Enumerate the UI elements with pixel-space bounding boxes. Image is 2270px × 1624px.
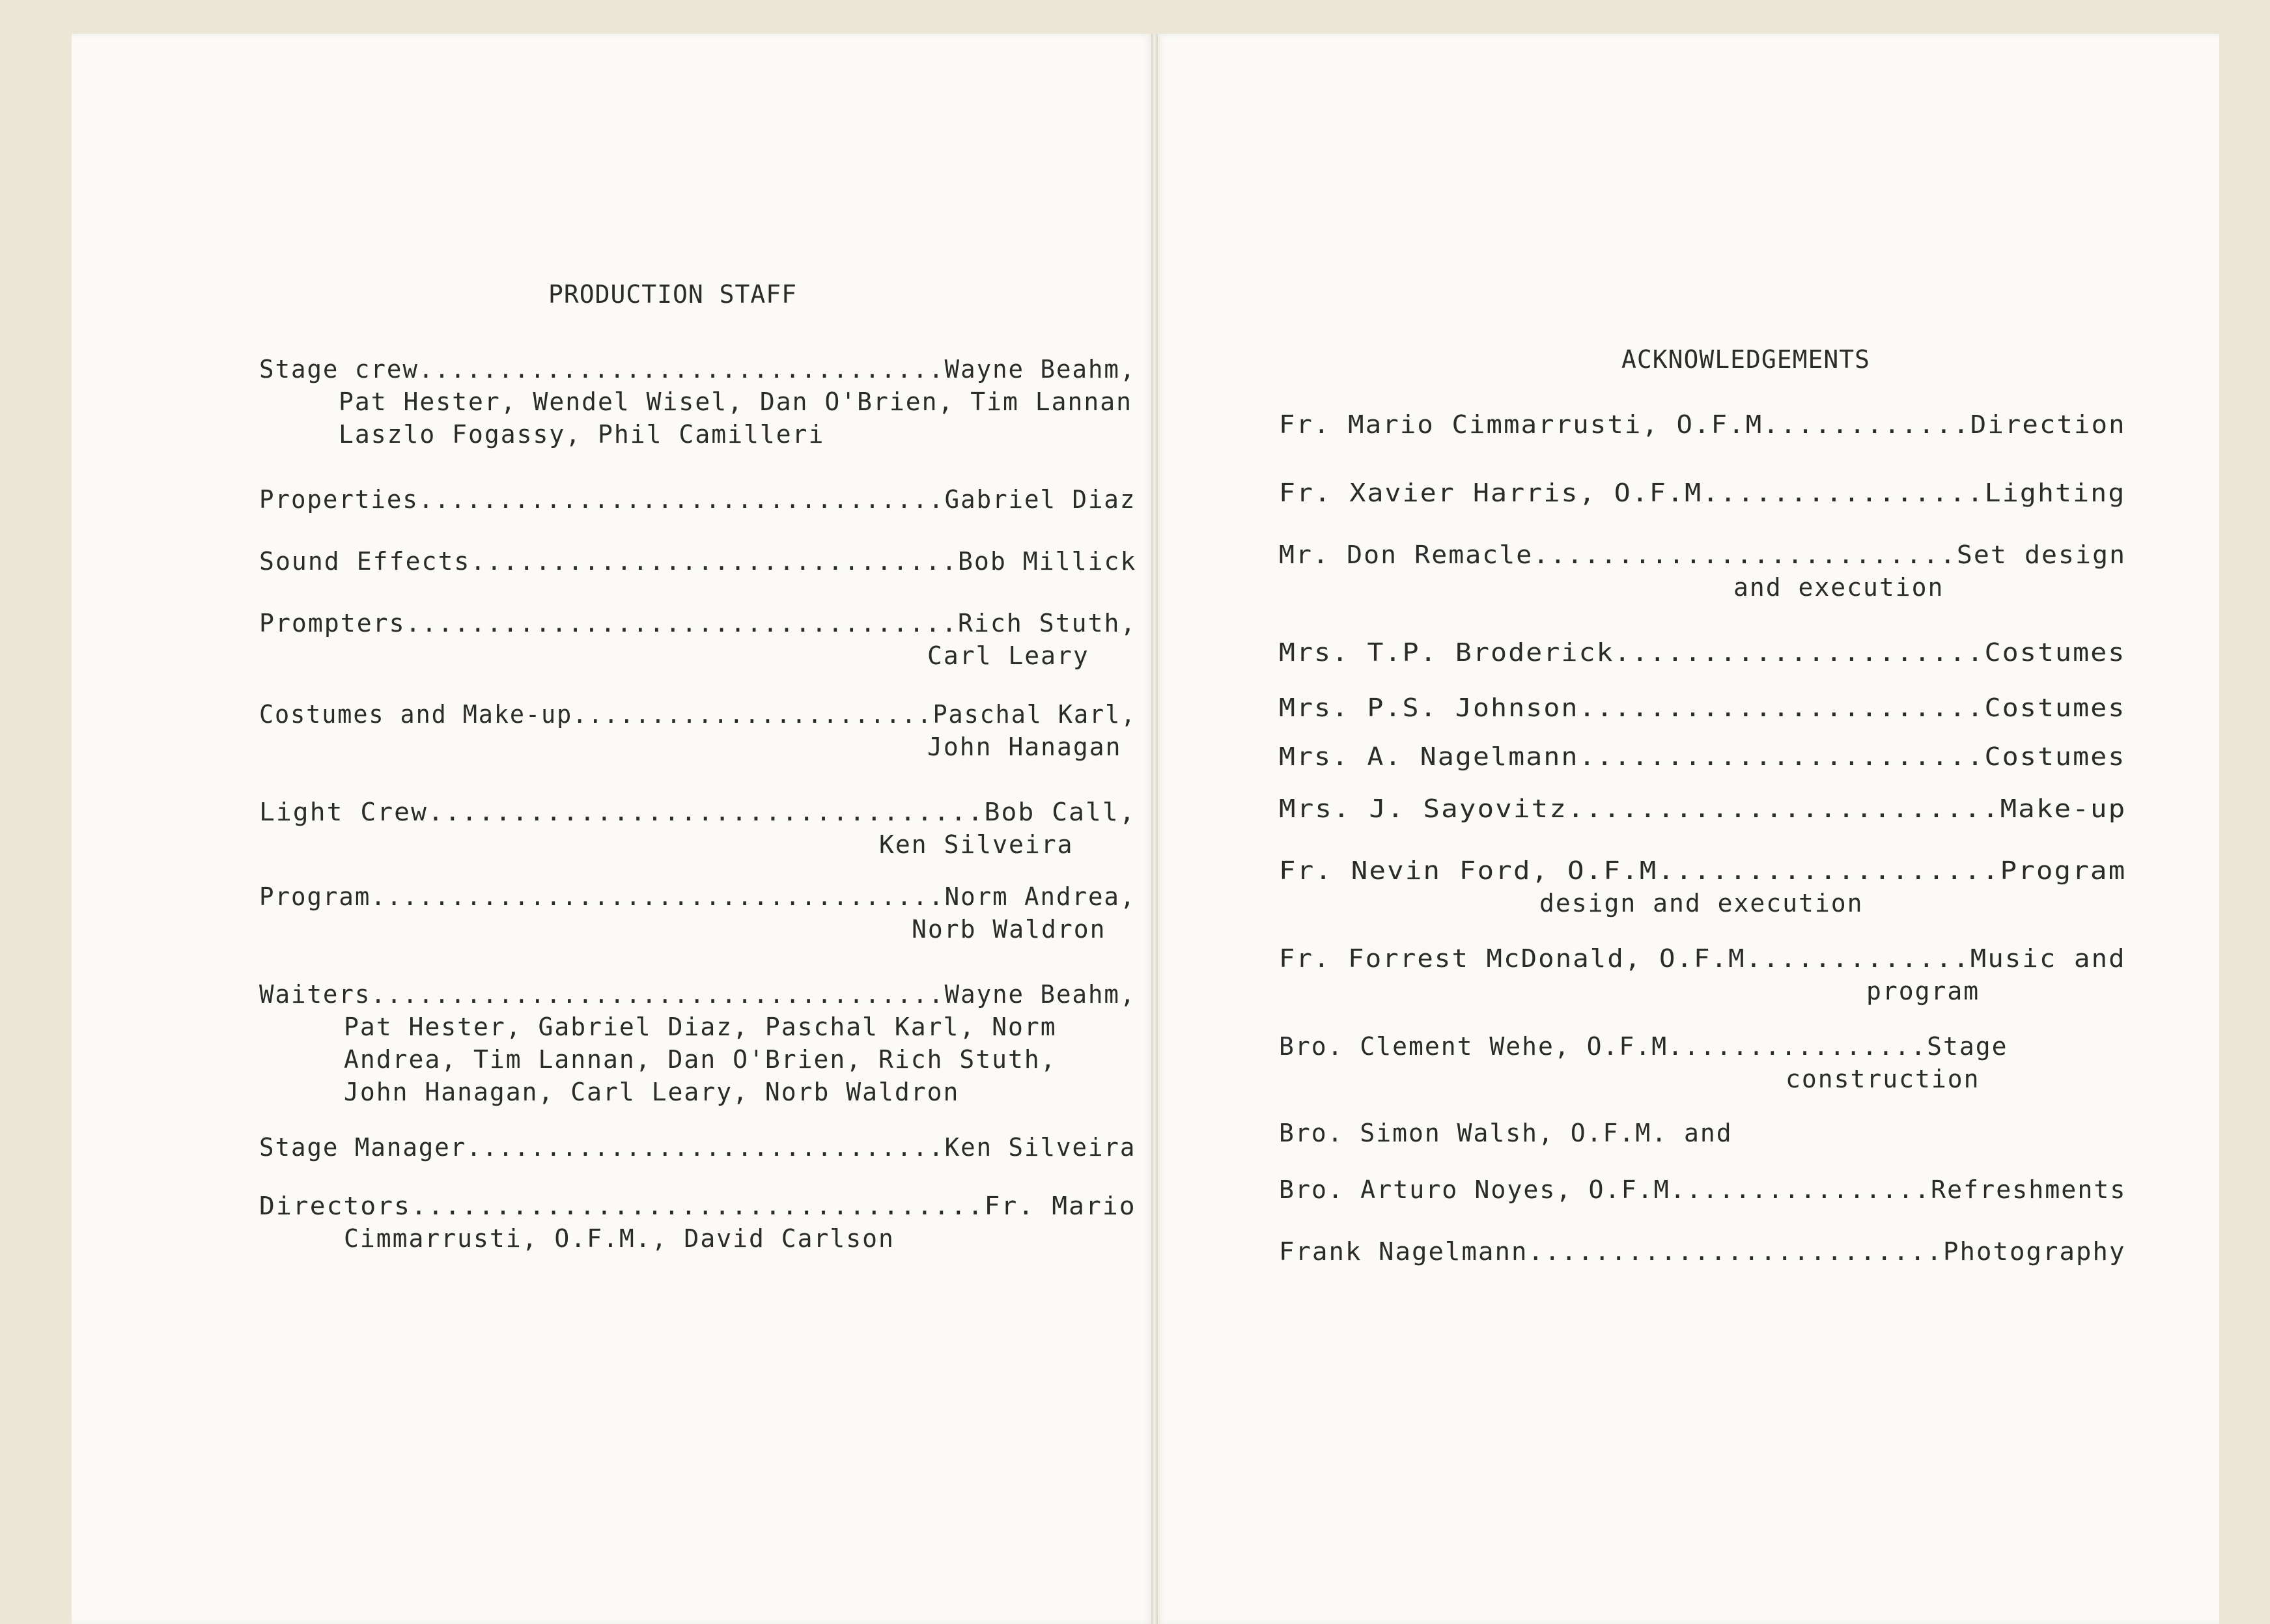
- production-staff-line: Laszlo Fogassy, Phil Camilleri: [339, 420, 825, 449]
- production-staff-line: Waiters....................................Wayne Beahm,: [259, 980, 1136, 1009]
- production-staff-line: Pat Hester, Gabriel Diaz, Paschal Karl, Norm: [344, 1013, 1057, 1041]
- production-staff-line: Pat Hester, Wendel Wisel, Dan O'Brien, Tim Lannan: [339, 387, 1133, 416]
- acknowledgement-line: Fr. Nevin Ford, O.F.M...................Program: [1279, 856, 2127, 885]
- production-staff-line: Sound Effects..............................Bob Millick: [259, 547, 1137, 576]
- acknowledgement-line: Mrs. A. Nagelmann.......................Costumes: [1279, 742, 2126, 771]
- acknowledgement-line: Frank Nagelmann.........................Photography: [1279, 1237, 2126, 1266]
- acknowledgement-line: construction: [1786, 1065, 1980, 1093]
- production-staff-line: Prompters..................................Rich Stuth,: [259, 609, 1137, 637]
- acknowledgement-line: Mrs. T.P. Broderick.....................Costumes: [1279, 638, 2126, 667]
- acknowledgement-line: design and execution: [1539, 889, 1864, 917]
- acknowledgement-line: Fr. Xavier Harris, O.F.M................Lighting: [1279, 479, 2126, 507]
- acknowledgements-title: ACKNOWLEDGEMENTS: [1621, 345, 1871, 374]
- production-staff-line: Norb Waldron: [912, 915, 1106, 944]
- production-staff-line: John Hanagan: [927, 733, 1122, 761]
- production-staff-line: Stage Manager..............................Ken Silveira: [259, 1133, 1136, 1162]
- production-staff-line: Light Crew.................................Bob Call,: [259, 798, 1136, 826]
- acknowledgement-line: program: [1866, 977, 1980, 1005]
- acknowledgement-line: Bro. Simon Walsh, O.F.M. and: [1279, 1119, 1733, 1147]
- production-staff-line: Stage crew.................................Wayne Beahm,: [259, 355, 1136, 384]
- left-page: [72, 34, 1153, 1624]
- acknowledgement-line: and execution: [1733, 573, 1944, 602]
- production-staff-line: Properties.................................Gabriel Diaz: [259, 485, 1136, 514]
- acknowledgement-line: Bro. Clement Wehe, O.F.M................Stage: [1279, 1032, 2008, 1061]
- production-staff-title: PRODUCTION STAFF: [548, 280, 798, 309]
- page-fold: [1151, 34, 1158, 1624]
- acknowledgement-line: Fr. Forrest McDonald, O.F.M.............Music and: [1279, 944, 2126, 973]
- production-staff-line: John Hanagan, Carl Leary, Norb Waldron: [344, 1078, 960, 1106]
- production-staff-line: Costumes and Make-up.......................Paschal Karl,: [259, 700, 1137, 729]
- production-staff-line: Carl Leary: [927, 641, 1089, 670]
- production-staff-line: Ken Silveira: [879, 830, 1074, 859]
- production-staff-line: Program....................................Norm Andrea,: [259, 882, 1136, 911]
- acknowledgement-line: Fr. Mario Cimmarrusti, O.F.M............Direction: [1279, 410, 2126, 439]
- production-staff-line: Andrea, Tim Lannan, Dan O'Brien, Rich Stuth,: [344, 1045, 1057, 1074]
- acknowledgement-line: Mr. Don Remacle.........................Set design: [1279, 540, 2127, 569]
- right-page: [1156, 34, 2219, 1624]
- acknowledgement-line: Mrs. J. Sayovitz........................Make-up: [1279, 794, 2127, 823]
- production-staff-line: Cimmarrusti, O.F.M., David Carlson: [344, 1224, 895, 1253]
- acknowledgement-line: Bro. Arturo Noyes, O.F.M................Refreshments: [1279, 1175, 2127, 1204]
- acknowledgement-line: Mrs. P.S. Johnson.......................Costumes: [1279, 693, 2126, 722]
- production-staff-line: Directors..................................Fr. Mario: [259, 1192, 1136, 1220]
